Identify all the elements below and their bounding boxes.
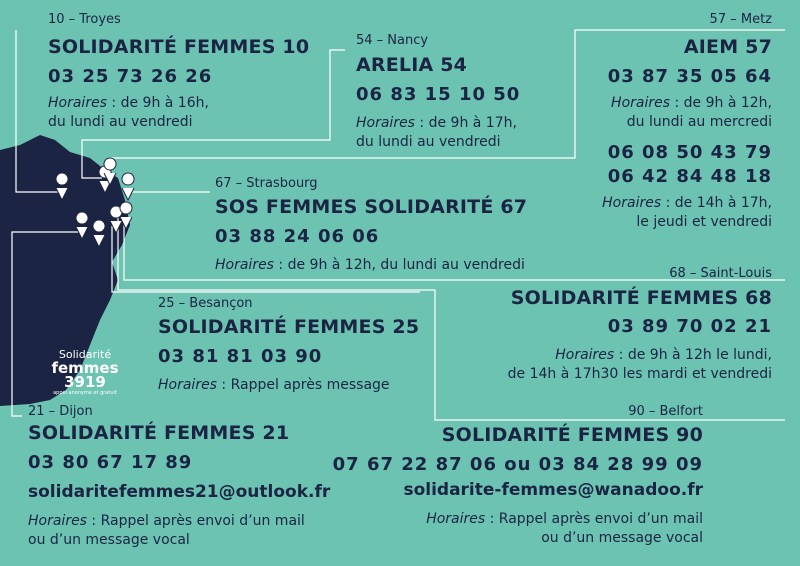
hours-label: Horaires <box>28 513 87 529</box>
hours-line1: : Rappel après envoi d’un mail <box>485 511 703 527</box>
hours-label: Horaires <box>555 347 615 363</box>
hours-metz <box>611 94 772 132</box>
city-belfort: 90 – Belfort <box>628 404 703 419</box>
hours-line2: le jeudi et vendredi <box>636 214 772 230</box>
hours-label: Horaires <box>611 95 671 111</box>
hours-nancy <box>356 114 517 152</box>
city-troyes: 10 – Troyes <box>48 12 121 27</box>
city-strasbourg: 67 – Strasbourg <box>215 176 318 191</box>
phone-nancy: 06 83 15 10 50 <box>356 84 521 105</box>
org-dijon: SOLIDARITÉ FEMMES 21 <box>28 422 290 444</box>
phone3-metz: 06 42 84 48 18 <box>607 166 772 187</box>
phone-dijon: 03 80 67 17 89 <box>28 452 193 473</box>
hours-line1: : Rappel après message <box>216 377 390 393</box>
email-dijon[interactable]: solidaritefemmes21@outlook.fr <box>28 482 331 502</box>
hours-line2: de 14h à 17h30 les mardi et vendredi <box>507 366 772 382</box>
email-belfort[interactable]: solidarite-femmes@wanadoo.fr <box>403 480 703 500</box>
city-metz: 57 – Metz <box>709 12 772 27</box>
hours-dijon <box>28 512 305 550</box>
phone-metz: 03 87 35 05 64 <box>607 66 772 87</box>
logo-line3: 3919 <box>64 373 106 391</box>
phone-belfort: 07 67 22 87 06 ou 03 84 28 99 09 <box>332 454 703 475</box>
org-saint-louis: SOLIDARITÉ FEMMES 68 <box>510 287 772 309</box>
hours2-metz <box>602 194 772 232</box>
hours-label: Horaires <box>48 95 107 111</box>
hours-line1: : Rappel après envoi d’un mail <box>86 513 305 529</box>
phone-saint-louis: 03 89 70 02 21 <box>607 316 772 337</box>
phone-troyes: 03 25 73 26 26 <box>48 66 213 87</box>
logo-line2: femmes <box>51 359 119 377</box>
org-nancy: ARELIA 54 <box>356 54 468 76</box>
logo-tagline: appel anonyme et gratuit <box>53 390 117 396</box>
hours-saint-louis <box>508 346 772 384</box>
hours-label: Horaires <box>426 511 486 527</box>
hours-line1: : de 9h à 16h, <box>106 95 209 111</box>
hours-line2: du lundi au vendredi <box>356 134 501 150</box>
city-nancy: 54 – Nancy <box>356 33 429 48</box>
hours-besancon <box>158 376 390 395</box>
city-dijon: 21 – Dijon <box>28 404 93 419</box>
hours-label: Horaires <box>356 115 415 131</box>
org-strasbourg: SOS FEMMES SOLIDARITÉ 67 <box>215 196 528 218</box>
hours-strasbourg <box>215 256 525 275</box>
hours-line2: ou d’un message vocal <box>541 530 703 546</box>
city-besancon: 25 – Besançon <box>158 296 253 311</box>
logo-line1: Solidarité <box>58 348 112 361</box>
hours-line1: : de 14h à 17h, <box>661 195 772 211</box>
org-belfort: SOLIDARITÉ FEMMES 90 <box>441 424 703 446</box>
hours-line2: du lundi au mercredi <box>626 114 772 130</box>
hours-line1: : de 9h à 12h le lundi, <box>614 347 772 363</box>
hours-troyes <box>48 94 209 132</box>
hours-line2: du lundi au vendredi <box>48 114 193 130</box>
hours-label: Horaires <box>215 257 274 273</box>
hours-label: Horaires <box>602 195 662 211</box>
hours-line2: ou d’un message vocal <box>28 532 190 548</box>
phone-besancon: 03 81 81 03 90 <box>158 346 323 367</box>
hours-belfort <box>426 510 703 548</box>
hours-label: Horaires <box>158 377 217 393</box>
hours-line1: : de 9h à 17h, <box>414 115 517 131</box>
city-saint-louis: 68 – Saint-Louis <box>669 266 772 281</box>
hours-line1: : de 9h à 12h, du lundi au vendredi <box>273 257 525 273</box>
hours-line1: : de 9h à 12h, <box>670 95 772 111</box>
solidarite-femmes-logo <box>44 348 126 396</box>
org-besancon: SOLIDARITÉ FEMMES 25 <box>158 316 420 338</box>
phone2-metz: 06 08 50 43 79 <box>607 142 772 163</box>
pin-strasbourg <box>122 173 134 200</box>
org-metz: AIEM 57 <box>683 36 772 58</box>
phone-strasbourg: 03 88 24 06 06 <box>215 226 380 247</box>
org-troyes: SOLIDARITÉ FEMMES 10 <box>48 36 310 58</box>
